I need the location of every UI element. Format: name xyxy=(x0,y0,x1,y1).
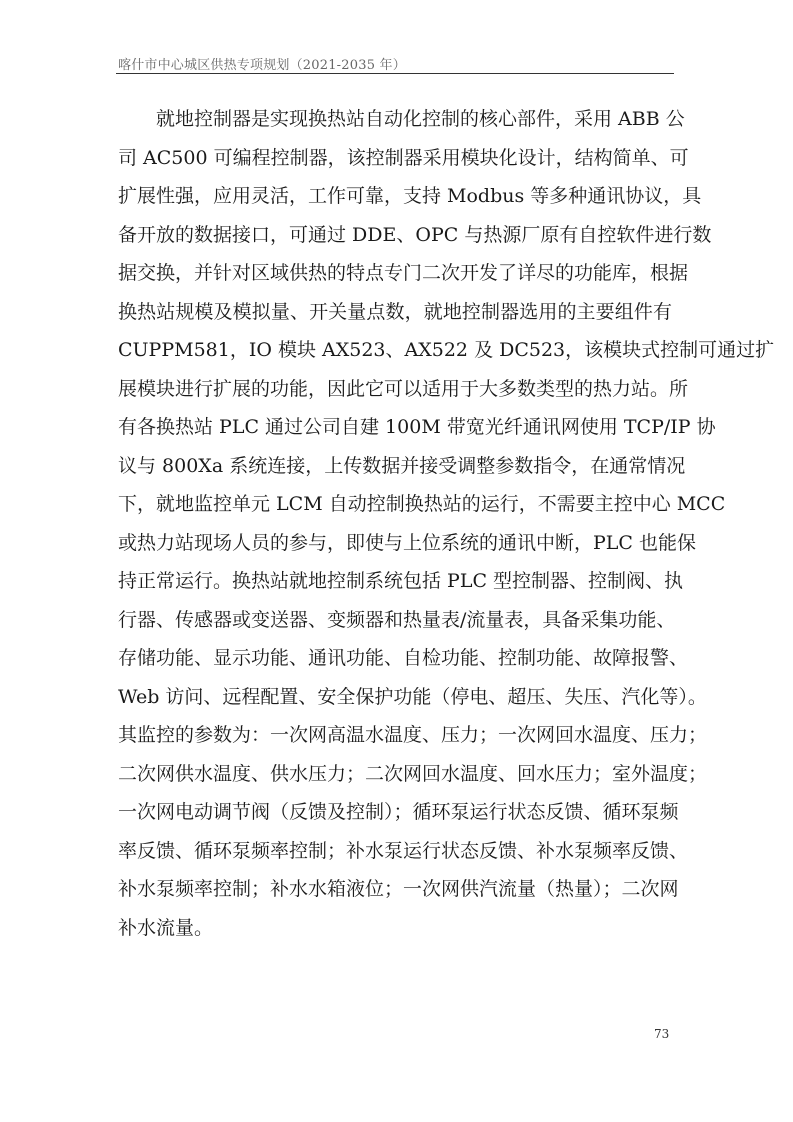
body-paragraph xyxy=(118,100,775,947)
text-line: 持正常运行。换热站就地控制系统包括 PLC 型控制器、控制阀、执 xyxy=(118,570,684,592)
text-line: 有各换热站 PLC 通过公司自建 100M 带宽光纤通讯网使用 TCP/IP 协 xyxy=(118,416,716,438)
page-number: 73 xyxy=(654,1027,670,1041)
text-line: 或热力站现场人员的参与，即使与上位系统的通讯中断，PLC 也能保 xyxy=(118,531,696,554)
text-line: 展模块进行扩展的功能，因此它可以适用于大多数类型的热力站。所 xyxy=(118,377,689,400)
text-line: 就地控制器是实现换热站自动化控制的核心部件，采用 ABB 公 xyxy=(156,108,685,130)
text-line: 议与 800Xa 系统连接，上传数据并接受调整参数指令，在通常情况 xyxy=(118,454,686,477)
text-line: Web 访问、远程配置、安全保护功能（停电、超压、失压、汽化等）。 xyxy=(118,685,707,708)
text-line: 补水泵频率控制；补水水箱液位；一次网供汽流量（热量）；二次网 xyxy=(118,878,679,900)
text-line: 二次网供水温度、供水压力；二次网回水温度、回水压力；室外温度； xyxy=(118,762,708,785)
running-header: 喀什市中心城区供热专项规划（2021-2035 年） xyxy=(118,58,406,73)
text-line: 司 AC500 可编程控制器，该控制器采用模块化设计，结构简单、可 xyxy=(118,146,689,169)
text-line: 下，就地监控单元 LCM 自动控制换热站的运行，不需要主控中心 MCC xyxy=(118,493,726,515)
text-line: 其监控的参数为：一次网高温水温度、压力；一次网回水温度、压力； xyxy=(118,724,708,746)
text-line: 率反馈、循环泵频率控制；补水泵运行状态反馈、补水泵频率反馈、 xyxy=(118,839,689,862)
header-divider xyxy=(116,73,674,74)
text-line: 据交换，并针对区域供热的特点专门二次开发了详尽的功能库，根据 xyxy=(118,262,689,284)
text-line: 一次网电动调节阀（反馈及控制）；循环泵运行状态反馈、循环泵频 xyxy=(118,801,679,823)
text-line: 存储功能、显示功能、通讯功能、自检功能、控制功能、故障报警、 xyxy=(118,647,689,669)
text-line: 扩展性强，应用灵活，工作可靠，支持 Modbus 等多种通讯协议，具 xyxy=(118,185,702,207)
text-line: 补水流量。 xyxy=(118,916,214,939)
text-line: CUPPM581，IO 模块 AX523、AX522 及 DC523，该模块式控制可通过扩 xyxy=(118,339,775,361)
text-line: 换热站规模及模拟量、开关量点数，就地控制器选用的主要组件有 xyxy=(118,300,672,323)
text-line: 备开放的数据接口，可通过 DDE、OPC 与热源厂原有自控软件进行数 xyxy=(118,223,712,246)
text-line: 行器、传感器或变送器、变频器和热量表/流量表，具备采集功能、 xyxy=(118,608,676,631)
